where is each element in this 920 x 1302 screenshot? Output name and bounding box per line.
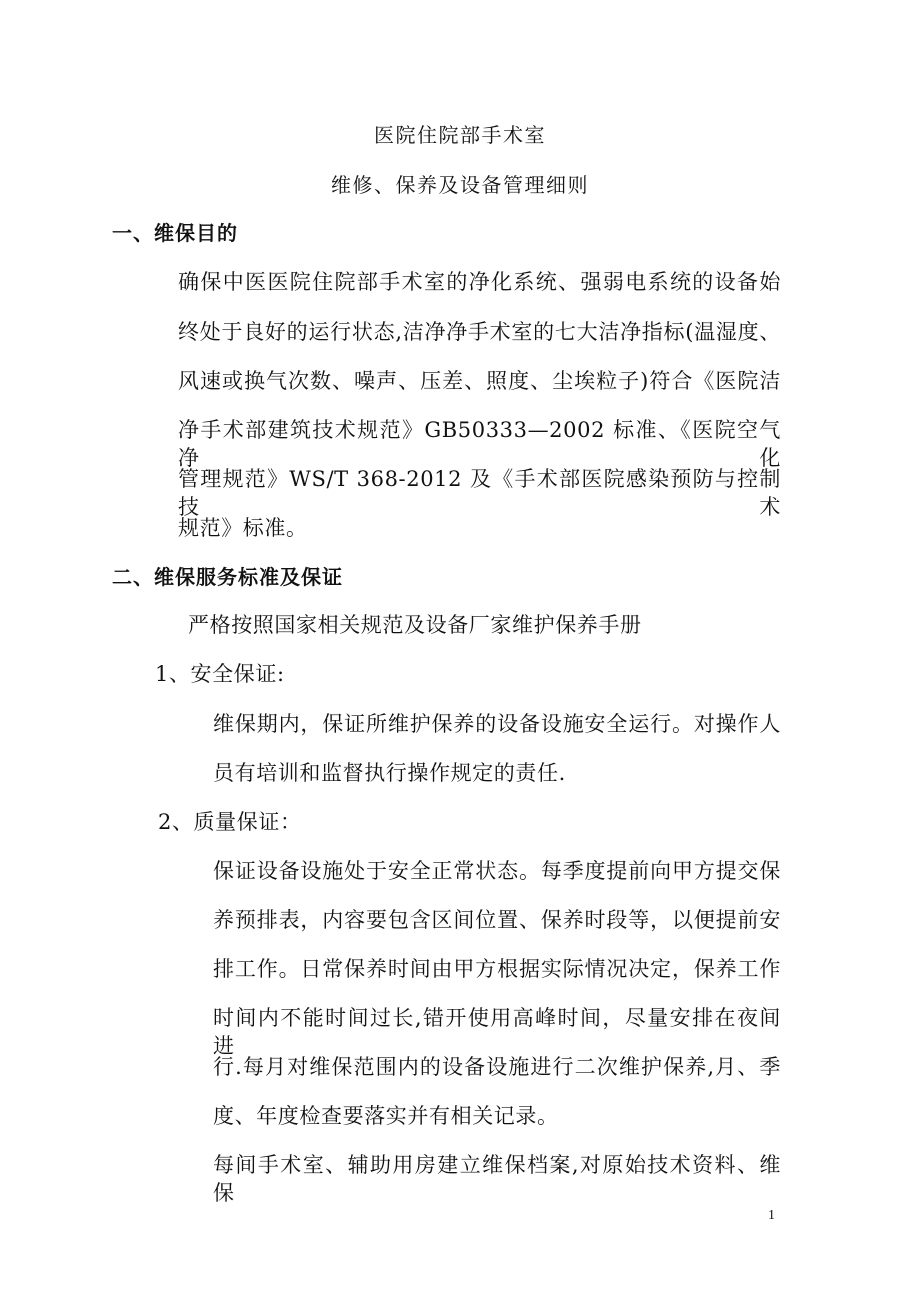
paragraph-line: 维保期内，保证所维护保养的设备设施安全运行。对操作人	[213, 712, 781, 736]
page-number: 1	[768, 1208, 775, 1223]
paragraph-line: 净手术部建筑技术规范》GB50333—2002 标准、《医院空气净化	[178, 418, 781, 470]
section-heading-purpose: 一、维保目的	[112, 221, 238, 245]
paragraph-line: 管理规范》WS/T 368-2012 及《手术部医院感染预防与控制技术	[178, 467, 781, 519]
paragraph-line: 排工作。日常保养时间由甲方根据实际情况决定，保养工作	[213, 957, 781, 981]
paragraph-line: 确保中医医院住院部手术室的净化系统、强弱电系统的设备始	[178, 270, 781, 294]
paragraph-line: 养预排表，内容要包含区间位置、保养时段等，以便提前安	[213, 908, 781, 932]
paragraph-line: 员有培训和监督执行操作规定的责任.	[213, 761, 566, 785]
paragraph-line: 时间内不能时间过长,错开使用高峰时间，尽量安排在夜间进	[213, 1006, 781, 1058]
paragraph-line: 度、年度检查要落实并有相关记录。	[213, 1104, 559, 1128]
paragraph-line: 风速或换气次数、噪声、压差、照度、尘埃粒子)符合《医院洁	[178, 369, 781, 393]
paragraph-line: 规范》标准。	[178, 516, 308, 540]
paragraph-line: 终处于良好的运行状态,洁净净手术室的七大洁净指标(温湿度、	[178, 320, 781, 344]
paragraph-line: 每间手术室、辅助用房建立维保档案,对原始技术资料、维保	[213, 1153, 781, 1205]
document-title: 医院住院部手术室	[374, 123, 546, 147]
document-subtitle: 维修、保养及设备管理细则	[331, 173, 589, 197]
section-heading-standards: 二、维保服务标准及保证	[112, 565, 343, 589]
item-label-safety: 1、安全保证:	[155, 662, 285, 686]
paragraph-line: 行.每月对维保范围内的设备设施进行二次维护保养,月、季	[213, 1055, 781, 1079]
paragraph-line: 保证设备设施处于安全正常状态。每季度提前向甲方提交保	[213, 859, 781, 883]
section-intro: 严格按照国家相关规范及设备厂家维护保养手册	[188, 613, 642, 637]
item-label-quality: 2、质量保证：	[158, 810, 302, 834]
